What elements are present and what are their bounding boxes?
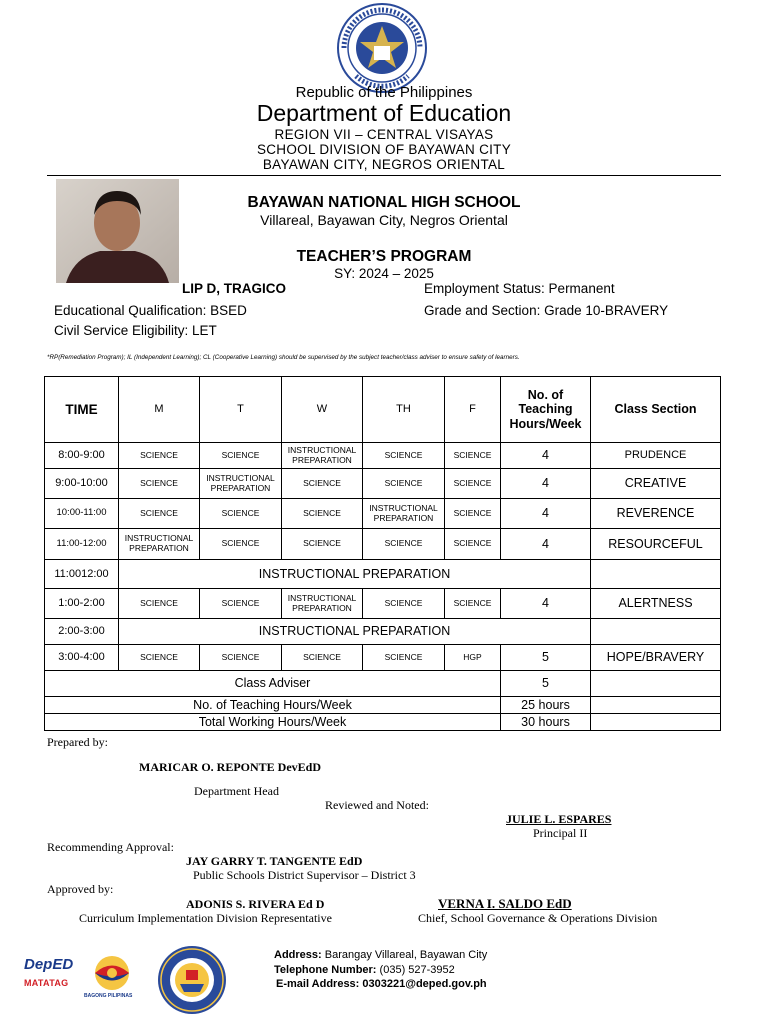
bagong-pilipinas-text: BAGONG PILIPINAS (84, 993, 133, 999)
cell-f: HGP (445, 645, 501, 671)
schedule-table (44, 376, 721, 731)
class-adviser-label: Class Adviser (45, 671, 501, 697)
prepared-name: MARICAR O. REPONTE DevEdD (139, 760, 322, 774)
bagong-pilipinas-logo-icon (90, 954, 134, 992)
approved2-name: VERNA I. SALDO EdD (438, 896, 572, 911)
division-heading: SCHOOL DIVISION OF BAYAWAN CITY (256, 142, 512, 157)
cell-empty (591, 671, 721, 697)
cell-section: RESOURCEFUL (591, 529, 721, 560)
school-name: BAYAWAN NATIONAL HIGH SCHOOL (247, 194, 521, 211)
table-row (45, 589, 721, 619)
department-heading: Department of Education (256, 100, 512, 126)
grade-section: Grade and Section: Grade 10-BRAVERY (424, 303, 669, 318)
class-adviser-value: 5 (501, 671, 591, 697)
teaching-hours-label: No. of Teaching Hours/Week (45, 697, 501, 714)
approved1-name: ADONIS S. RIVERA Ed D (186, 897, 325, 911)
working-hours-label: Total Working Hours/Week (45, 714, 501, 731)
cell-span-label: INSTRUCTIONAL PREPARATION (119, 560, 591, 589)
cell-t: INSTRUCTIONAL PREPARATION (200, 469, 282, 499)
approved-label: Approved by: (47, 882, 114, 896)
deped-logo-text: DepED (24, 956, 74, 973)
cell-hours: 4 (501, 443, 591, 469)
cell-time: 11:0012:00 (45, 560, 119, 589)
cell-hours: 4 (501, 499, 591, 529)
matatag-text: MATATAG (24, 978, 69, 988)
cell-span-label: INSTRUCTIONAL PREPARATION (119, 619, 591, 645)
prepared-by-label: Prepared by: (47, 735, 108, 749)
cell-section: ALERTNESS (591, 589, 721, 619)
table-row (45, 645, 721, 671)
header-divider (47, 175, 721, 176)
cell-m: INSTRUCTIONAL PREPARATION (119, 529, 200, 560)
footnote: *RP(Remediation Program); IL (Independent Learning); CL (Cooperative Learning) should be supervised by the subject teacher/class adviser to ensure safety of learners. (47, 354, 520, 361)
reviewed-name: JULIE L. ESPARES (506, 812, 612, 826)
header-time: TIME (45, 377, 119, 443)
table-row (45, 499, 721, 529)
cell-f: SCIENCE (445, 589, 501, 619)
footer-email-value[interactable]: 0303221@deped.gov.ph (362, 978, 487, 990)
working-hours-value: 30 hours (501, 714, 591, 731)
cell-th: SCIENCE (363, 443, 445, 469)
cell-m: SCIENCE (119, 443, 200, 469)
table-row (45, 529, 721, 560)
cell-section-empty (591, 619, 721, 645)
deped-seal-icon (336, 2, 428, 94)
recommending-title: Public Schools District Supervisor – District 3 (193, 868, 416, 882)
cell-section: REVERENCE (591, 499, 721, 529)
teacher-name: LIP D, TRAGICO (182, 281, 287, 296)
cell-t: SCIENCE (200, 589, 282, 619)
cell-time: 8:00-9:00 (45, 443, 119, 469)
cell-m: SCIENCE (119, 645, 200, 671)
table-header-row (45, 377, 721, 443)
header-t: T (200, 377, 282, 443)
republic-heading: Republic of the Philippines (295, 84, 473, 101)
reviewed-title: Principal II (533, 826, 588, 840)
region-heading: REGION VII – CENTRAL VISAYAS (274, 127, 494, 142)
deped-matatag-logo (24, 957, 78, 1001)
cell-f: SCIENCE (445, 529, 501, 560)
footer-email-label: E-mail Address: (276, 978, 360, 990)
cell-w: SCIENCE (282, 645, 363, 671)
cell-w: SCIENCE (282, 499, 363, 529)
cell-hours: 5 (501, 645, 591, 671)
school-seal-icon (156, 944, 228, 1016)
cell-th: SCIENCE (363, 469, 445, 499)
table-row-span (45, 619, 721, 645)
school-address: Villareal, Bayawan City, Negros Oriental (260, 212, 508, 228)
cell-t: SCIENCE (200, 529, 282, 560)
cell-hours: 4 (501, 589, 591, 619)
teaching-hours-row (45, 697, 721, 714)
cell-empty (591, 697, 721, 714)
cell-th: SCIENCE (363, 645, 445, 671)
approved2-title: Chief, School Governance & Operations Division (418, 911, 658, 925)
approved1-title: Curriculum Implementation Division Representative (79, 911, 332, 925)
recommending-label: Recommending Approval: (47, 840, 174, 854)
cell-w: SCIENCE (282, 469, 363, 499)
working-hours-row (45, 714, 721, 731)
cell-section: HOPE/BRAVERY (591, 645, 721, 671)
header-w: W (282, 377, 363, 443)
footer-address-label: Address: (274, 949, 322, 961)
cell-hours: 4 (501, 529, 591, 560)
cell-hours: 4 (501, 469, 591, 499)
header-section: Class Section (591, 377, 721, 443)
cell-t: SCIENCE (200, 499, 282, 529)
cell-w: INSTRUCTIONAL PREPARATION (282, 443, 363, 469)
footer-address (274, 949, 487, 961)
footer-phone-value: (035) 527-3952 (379, 964, 455, 976)
footer-phone-label: Telephone Number: (274, 964, 377, 976)
header-th: TH (363, 377, 445, 443)
cell-time: 3:00-4:00 (45, 645, 119, 671)
cell-f: SCIENCE (445, 499, 501, 529)
employment-status: Employment Status: Permanent (424, 281, 615, 296)
civil-service-eligibility: Civil Service Eligibility: LET (54, 323, 217, 338)
cell-w: SCIENCE (282, 529, 363, 560)
cell-t: SCIENCE (200, 443, 282, 469)
school-year: SY: 2024 – 2025 (334, 266, 434, 281)
class-adviser-row (45, 671, 721, 697)
cell-section-empty (591, 560, 721, 589)
teaching-hours-value: 25 hours (501, 697, 591, 714)
cell-m: SCIENCE (119, 469, 200, 499)
program-title: TEACHER’S PROGRAM (296, 248, 472, 265)
cell-t: SCIENCE (200, 645, 282, 671)
cell-section: CREATIVE (591, 469, 721, 499)
footer-email (276, 978, 487, 990)
cell-th: SCIENCE (363, 529, 445, 560)
cell-w: INSTRUCTIONAL PREPARATION (282, 589, 363, 619)
footer-address-value: Barangay Villareal, Bayawan City (324, 949, 488, 961)
footer-phone (274, 964, 455, 976)
table-row-span (45, 560, 721, 589)
cell-f: SCIENCE (445, 443, 501, 469)
cell-m: SCIENCE (119, 499, 200, 529)
reviewed-label: Reviewed and Noted: (325, 798, 429, 812)
cell-time: 10:00-11:00 (45, 499, 119, 529)
educational-qualification: Educational Qualification: BSED (54, 303, 247, 318)
cell-empty (591, 714, 721, 731)
header-hours: No. of Teaching Hours/Week (501, 377, 591, 443)
table-row (45, 469, 721, 499)
prepared-title: Department Head (194, 784, 279, 798)
cell-time: 1:00-2:00 (45, 589, 119, 619)
header-f: F (445, 377, 501, 443)
cell-time: 11:00-12:00 (45, 529, 119, 560)
cell-th: INSTRUCTIONAL PREPARATION (363, 499, 445, 529)
recommending-name: JAY GARRY T. TANGENTE EdD (186, 854, 363, 868)
city-heading: BAYAWAN CITY, NEGROS ORIENTAL (262, 157, 506, 172)
cell-m: SCIENCE (119, 589, 200, 619)
table-row (45, 443, 721, 469)
cell-time: 9:00-10:00 (45, 469, 119, 499)
cell-th: SCIENCE (363, 589, 445, 619)
cell-section: PRUDENCE (591, 443, 721, 469)
cell-f: SCIENCE (445, 469, 501, 499)
header-m: M (119, 377, 200, 443)
cell-time: 2:00-3:00 (45, 619, 119, 645)
